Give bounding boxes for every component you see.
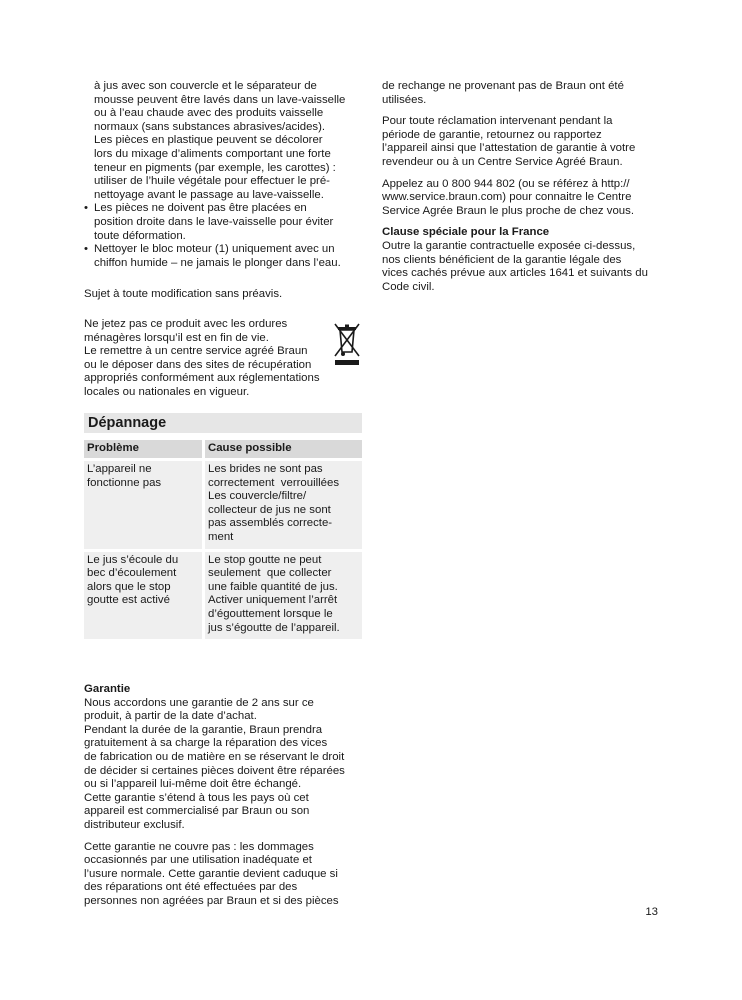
bullet-item [84, 202, 362, 243]
text-line: Outre la garantie contractuelle exposée ci-dessus, [382, 239, 636, 252]
clause-title: Clause spéciale pour la France [382, 226, 550, 239]
cleaning-intro [84, 80, 362, 202]
bullet-item [84, 243, 362, 270]
cause-cell [204, 550, 363, 641]
service-contact-paragraph [382, 178, 672, 219]
text-line: chiffon humide – ne jamais le plonger dans l’eau. [94, 256, 341, 269]
warranty-continued-paragraph [382, 80, 672, 107]
text-line: www.service.braun.com) pour connaitre le Centre [382, 191, 632, 204]
text-line: l’appareil ainsi que l’attestation de garantie à votre [382, 142, 636, 155]
left-column [84, 80, 362, 642]
troubleshooting-heading: Dépannage [84, 413, 362, 433]
text-line: pas assemblés correcte- [208, 517, 333, 530]
text-line: nettoyage avant le passage au lave-vaisselle. [94, 188, 324, 201]
modification-notice: Sujet à toute modification sans préavis. [84, 288, 283, 301]
warranty-exclusions-paragraph [84, 841, 364, 909]
text-line: personnes non agréées par Braun et si des pièces [84, 894, 339, 907]
warranty-section [84, 683, 364, 909]
text-line: utiliser de l’huile végétale pour effectuer le pré- [94, 175, 330, 188]
table-header-row [84, 440, 362, 459]
text-line: de rechange ne provenant pas de Braun ont été [382, 80, 624, 92]
text-line: fonctionne pas [87, 476, 162, 489]
text-line: Les brides ne sont pas [208, 463, 323, 476]
text-line: collecteur de jus ne sont [208, 503, 331, 516]
text-line: nos clients bénéficient de la garantie légale des [382, 253, 622, 266]
text-line: mousse peuvent être lavés dans un lave-vaisselle [94, 93, 346, 106]
text-line: appropriés conformément aux réglementations [84, 372, 320, 385]
warranty-paragraph [84, 697, 364, 833]
cause-cell [204, 460, 363, 551]
text-line: Cette garantie ne couvre pas : les dommages [84, 840, 314, 853]
text-line: Activer uniquement l’arrêt [208, 594, 338, 607]
text-line: revendeur ou à un Centre Service Agréé Braun. [382, 155, 623, 168]
text-line: L’appareil ne [87, 463, 152, 476]
problem-cell [84, 550, 204, 641]
text-line: Le stop goutte ne peut [208, 553, 322, 566]
text-line: bec d’écoulement [87, 567, 177, 580]
environment-text [84, 318, 362, 400]
text-line: Code civil. [382, 280, 435, 293]
text-line: l’usure normale. Cette garantie devient caduque si [84, 867, 338, 880]
text-line: Service Agrée Braun le plus proche de chez vous. [382, 204, 635, 217]
text-line: des réparations ont été effectuées par des [84, 881, 298, 894]
text-line: Les pièces en plastique peuvent se décolorer [94, 134, 323, 147]
clause-paragraph [382, 240, 672, 294]
environment-notice [84, 318, 362, 400]
text-line: vices cachés prévue aux articles 1641 et suivants du [382, 267, 648, 280]
table-row [84, 460, 362, 551]
text-line: période de garantie, retournez ou rapportez [382, 128, 602, 141]
text-line: position droite dans le lave-vaisselle pour éviter [94, 215, 334, 228]
claims-paragraph [382, 115, 672, 169]
text-line: Appelez au 0 800 944 802 (ou se référez à http:// [382, 177, 630, 190]
text-line: Les pièces ne doivent pas être placées en [94, 202, 307, 215]
text-line: utilisées. [382, 93, 427, 106]
text-line: seulement que collecter [208, 567, 332, 580]
text-line: Le remettre à un centre service agréé Braun [84, 345, 308, 358]
column-header-problem: Problème [84, 440, 204, 459]
text-line: Les couvercle/filtre/ [208, 490, 307, 503]
text-line: à jus avec son couvercle et le séparateur de [94, 80, 317, 92]
text-line: Nous accordons une garantie de 2 ans sur ce [84, 696, 314, 709]
text-line: une faible quantité de jus. [208, 580, 338, 593]
text-line: correctement verrouillées [208, 476, 340, 489]
text-line: gratuitement à sa charge la réparation des vices [84, 737, 328, 750]
text-line: locales ou nationales en vigueur. [84, 385, 250, 398]
text-line: Nettoyer le bloc moteur (1) uniquement avec un [94, 243, 335, 256]
page-number: 13 [645, 906, 658, 918]
text-line: teneur en pigments (par exemple, les carottes) : [94, 161, 336, 174]
text-line: alors que le stop [87, 580, 171, 593]
text-line: Pendant la durée de la garantie, Braun prendra [84, 723, 323, 736]
text-line: jus s’égoutte de l’appareil. [208, 621, 340, 634]
cleaning-bullet-list [84, 202, 362, 270]
column-header-cause: Cause possible [204, 440, 363, 459]
text-line: de fabrication ou de matière en se réservant le droit [84, 750, 345, 763]
text-line: toute déformation. [94, 229, 186, 242]
table-row [84, 550, 362, 641]
problem-cell [84, 460, 204, 551]
text-line: occasionnés par une utilisation inadéquate et [84, 854, 312, 867]
right-column [382, 80, 672, 294]
text-line: ment [208, 531, 234, 544]
text-line: ou si l’appareil lui-même doit être échangé. [84, 778, 302, 791]
text-line: de décider si certaines pièces doivent être réparées [84, 764, 345, 777]
troubleshooting-table [84, 440, 362, 642]
text-line: lors du mixage d’aliments comportant une forte [94, 147, 331, 160]
text-line: ou le déposer dans des sites de récupération [84, 358, 312, 371]
text-line: produit, à partir de la date d’achat. [84, 710, 257, 723]
text-line: Ne jetez pas ce produit avec les ordures [84, 317, 288, 330]
text-line: Cette garantie s’étend à tous les pays où cet [84, 791, 309, 804]
text-line: d’égouttement lorsque le [208, 608, 333, 620]
text-line: goutte est activé [87, 594, 170, 607]
text-line: Le jus s’écoule du [87, 553, 179, 566]
text-line: ménagères lorsqu’il est en fin de vie. [84, 331, 269, 344]
text-line: normaux (sans substances abrasives/acides). [94, 120, 326, 133]
text-line: ou à l’eau chaude avec des produits vaisselle [94, 107, 324, 120]
warranty-title: Garantie [84, 683, 131, 695]
text-line: Pour toute réclamation intervenant pendant la [382, 115, 613, 128]
text-line: appareil est commercialisé par Braun ou son [84, 805, 310, 818]
text-line: distributeur exclusif. [84, 818, 185, 831]
crossed-out-wheelie-bin-icon [332, 322, 362, 366]
